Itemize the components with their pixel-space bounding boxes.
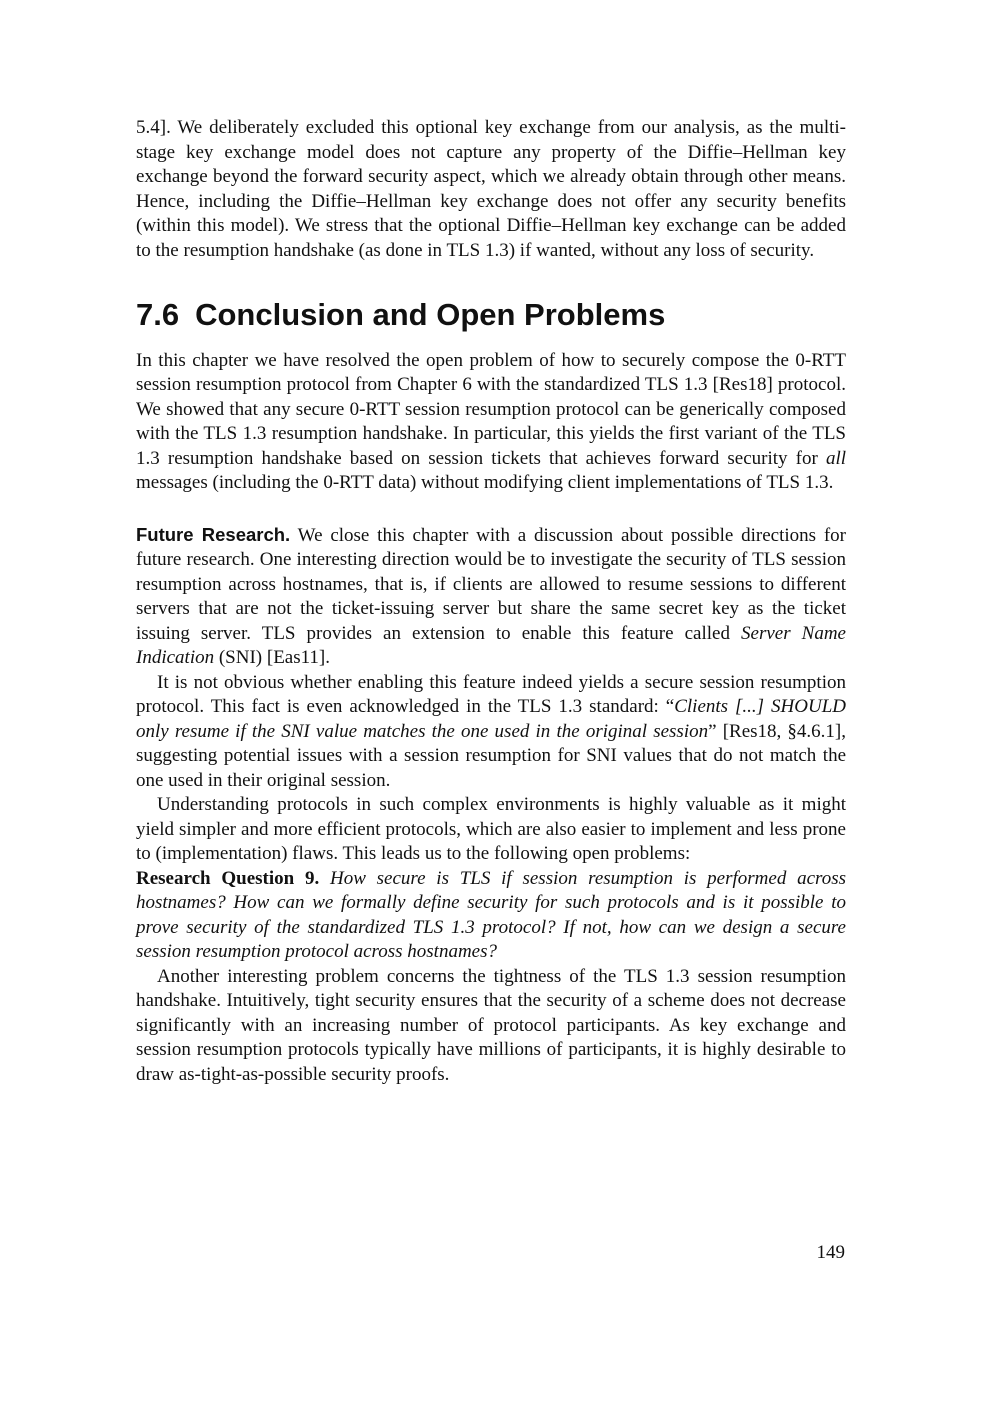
future-research-emphasis-sni: Server Name Indication xyxy=(136,622,846,669)
sni-text-1: It is not obvious whether enabling this feature indeed yields a secure session resumption protocol. This fact is even acknowledged in the TLS 1.3 standard: “ xyxy=(136,671,846,718)
research-question-label: Research Question 9. xyxy=(136,867,320,889)
sni-quote-text: Clients [...] SHOULD only resume if the SNI value matches the one used in the original session xyxy=(136,696,846,742)
section-heading xyxy=(136,297,846,333)
paragraph-tightness xyxy=(136,965,846,1088)
paragraph-intro-continuation xyxy=(136,116,846,263)
future-research-text-1: We close this chapter with a discussion about possible directions for future research. One interesting direction would be to investigate the security of TLS session resumption across hostnames, that is, if clients are allowed to resume sessions to different servers that are not the ticket-issuing server but share the same secret key as the ticket issuing server. TLS provides an extension to enable this feature called xyxy=(136,524,846,644)
conclusion-emphasis-all: all xyxy=(825,447,846,469)
page-number: 149 xyxy=(816,1242,845,1263)
section-number: 7.6 xyxy=(136,297,180,332)
understanding-text: Understanding protocols in such complex environments is highly valuable as it might yield simpler and more efficient protocols, which are also easier to implement and less prone to (implementation) flaws. This leads us to the following open problems: xyxy=(136,794,846,865)
research-question-text: How secure is TLS if session resumption is performed across hostnames? How can we formally define security for such protocols and is it possible to prove security of the standardized TLS 1.3 protocol? If not, how can we design a secure session resumption protocol across hostnames? xyxy=(136,867,846,963)
conclusion-text-2: messages (including the 0-RTT data) without modifying client implementations of TLS 1.3. xyxy=(136,472,834,494)
paragraph-future-research xyxy=(136,523,846,671)
section-title: Conclusion and Open Problems xyxy=(195,297,666,332)
research-question-block xyxy=(136,867,846,965)
conclusion-text-1: In this chapter we have resolved the open problem of how to securely compose the 0-RTT session resumption protocol from Chapter 6 with the standardized TLS 1.3 [Res18] protocol. We showed that any secure 0-RTT session resumption protocol can be generically composed with the TLS 1.3 resumption handshake. In particular, this yields the first variant of the TLS 1.3 resumption handshake based on session tickets that achieves forward security for xyxy=(136,349,846,469)
paragraph-conclusion xyxy=(136,349,846,496)
future-research-text-2: (SNI) [Eas11]. xyxy=(214,647,331,669)
paragraph-sni-quote xyxy=(136,671,846,794)
sni-text-2: ” [Res18, §4.6.1], suggesting potential issues with a session resumption for SNI values that do not match the one used in their original session. xyxy=(136,720,846,791)
text-block xyxy=(136,116,846,1087)
intro-text: 5.4]. We deliberately excluded this optional key exchange from our analysis, as the multi-stage key exchange model does not capture any property of the Diffie–Hellman key exchange beyond the forward security aspect, which we already obtain through other means. Hence, including the Diffie–Hellman key exchange does not offer any security benefits (within this model). We stress that the optional Diffie–Hellman key exchange can be added to the resumption handshake (as done in TLS 1.3) if wanted, without any loss of security. xyxy=(136,117,846,261)
paragraph-understanding xyxy=(136,793,846,867)
future-research-label: Future Research. xyxy=(136,523,291,545)
tightness-text: Another interesting problem concerns the tightness of the TLS 1.3 session resumption handshake. Intuitively, tight security ensures that the security of a scheme does not decrease significantly with an increasing number of protocol participants. As key exchange and session resumption protocols typically have millions of participants, it is highly desirable to draw as-tight-as-possible security proofs. xyxy=(136,965,846,1085)
